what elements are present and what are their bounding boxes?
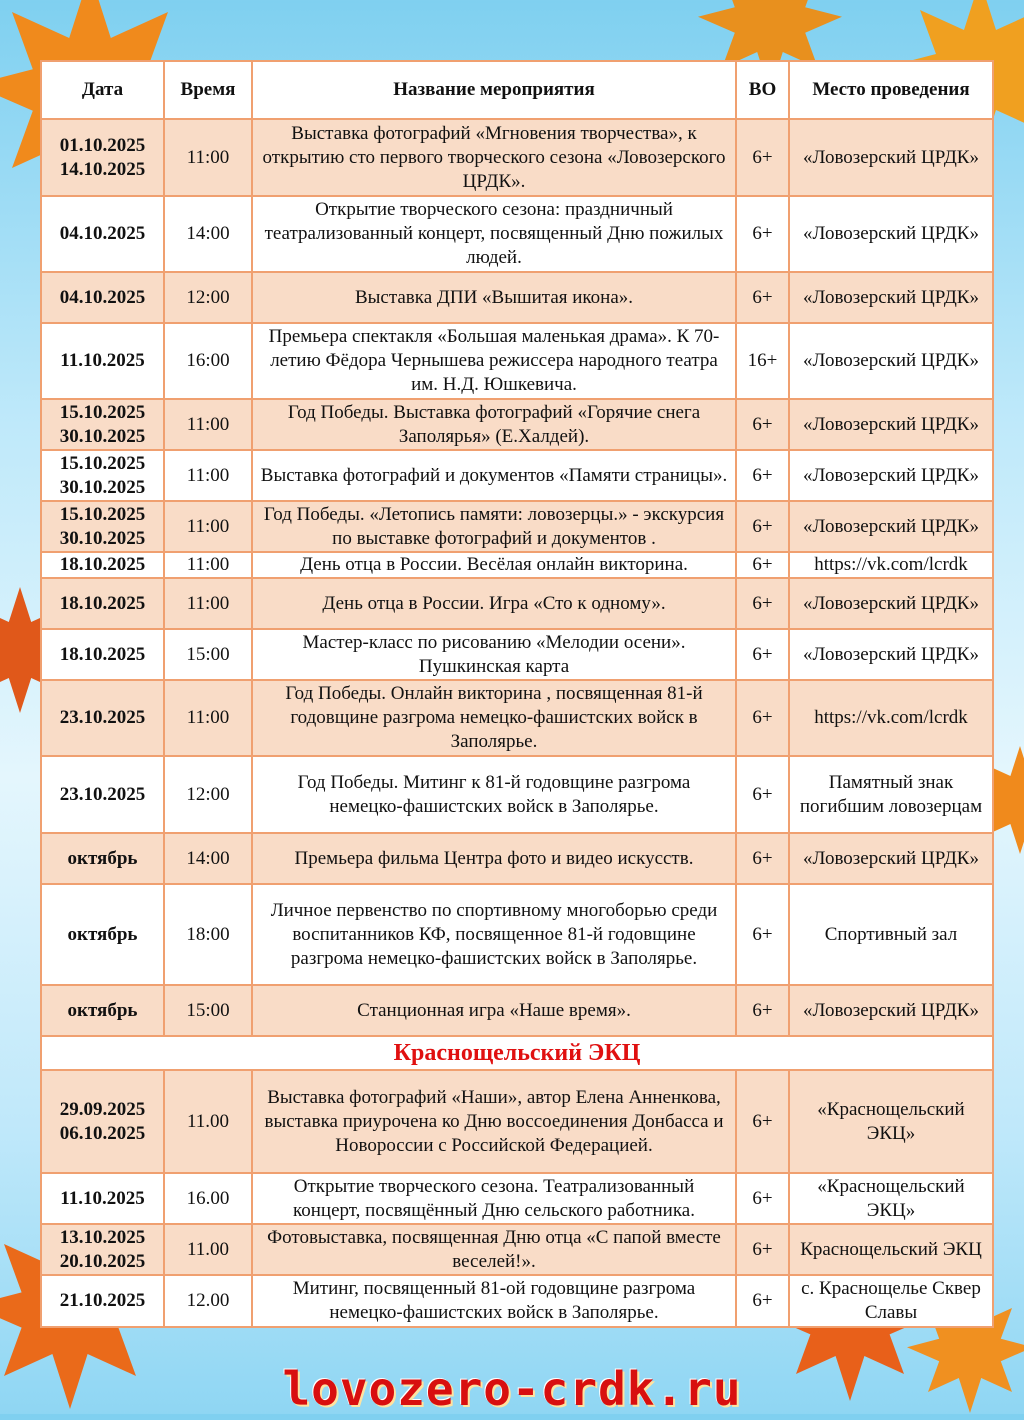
cell-time: 16.00 [164, 1173, 252, 1224]
cell-place: Памятный знак погибшим ловозерцам [789, 756, 993, 833]
cell-age: 6+ [736, 1275, 789, 1327]
cell-date: 04.10.2025 [41, 196, 164, 272]
cell-place: «Ловозерский ЦРДК» [789, 272, 993, 323]
cell-place: «Ловозерский ЦРДК» [789, 196, 993, 272]
cell-age: 6+ [736, 552, 789, 578]
cell-title: День отца в России. Весёлая онлайн викторина. [252, 552, 736, 578]
cell-date: 29.09.2025 06.10.2025 [41, 1070, 164, 1173]
cell-date: 21.10.2025 [41, 1275, 164, 1327]
cell-place: «Ловозерский ЦРДК» [789, 119, 993, 196]
cell-title: Премьера фильма Центра фото и видео искусств. [252, 833, 736, 884]
table-row [41, 578, 993, 629]
cell-date: 18.10.2025 [41, 552, 164, 578]
cell-place: «Ловозерский ЦРДК» [789, 833, 993, 884]
cell-time: 14:00 [164, 833, 252, 884]
cell-time: 12.00 [164, 1275, 252, 1327]
cell-date: 23.10.2025 [41, 756, 164, 833]
cell-date: 11.10.2025 [41, 323, 164, 399]
cell-title: Мастер-класс по рисованию «Мелодии осени». Пушкинская карта [252, 629, 736, 680]
table-row [41, 756, 993, 833]
cell-age: 6+ [736, 399, 789, 450]
cell-title: Год Победы. «Летопись памяти: ловозерцы.» - экскурсия по выставке фотографий и документов . [252, 501, 736, 552]
cell-title: Митинг, посвященный 81-ой годовщине разгрома немецко-фашистских войск в Заполярье. [252, 1275, 736, 1327]
header-time: Время [164, 61, 252, 119]
cell-title: Выставка фотографий и документов «Памяти страницы». [252, 450, 736, 501]
cell-time: 11.00 [164, 1224, 252, 1275]
cell-time: 11:00 [164, 501, 252, 552]
cell-date: 04.10.2025 [41, 272, 164, 323]
table-row [41, 501, 993, 552]
cell-title: Год Победы. Митинг к 81-й годовщине разгрома немецко-фашистских войск в Заполярье. [252, 756, 736, 833]
site-url[interactable]: lovozero-crdk.ru [282, 1362, 742, 1416]
cell-place: «Ловозерский ЦРДК» [789, 501, 993, 552]
cell-age: 6+ [736, 119, 789, 196]
header-place: Место проведения [789, 61, 993, 119]
table-row [41, 833, 993, 884]
cell-title: Выставка ДПИ «Вышитая икона». [252, 272, 736, 323]
table-row [41, 884, 993, 985]
cell-place: «Ловозерский ЦРДК» [789, 323, 993, 399]
cell-age: 6+ [736, 578, 789, 629]
header-age: ВО [736, 61, 789, 119]
table-row [41, 680, 993, 756]
cell-place: «Ловозерский ЦРДК» [789, 450, 993, 501]
cell-place: «Ловозерский ЦРДК» [789, 399, 993, 450]
cell-time: 11:00 [164, 680, 252, 756]
cell-age: 6+ [736, 985, 789, 1036]
cell-date: октябрь [41, 833, 164, 884]
events-table [40, 60, 994, 1328]
cell-title: Станционная игра «Наше время». [252, 985, 736, 1036]
table-row [41, 629, 993, 680]
cell-date: 15.10.2025 30.10.2025 [41, 501, 164, 552]
table-row [41, 1070, 993, 1173]
cell-place: «Краснощельский ЭКЦ» [789, 1070, 993, 1173]
cell-age: 6+ [736, 629, 789, 680]
table-row [41, 985, 993, 1036]
cell-date: 13.10.2025 20.10.2025 [41, 1224, 164, 1275]
cell-title: Личное первенство по спортивному многоборью среди воспитанников КФ, посвященное 81-й годовщине разгрома немецко-фашистских войск в Заполярье. [252, 884, 736, 985]
cell-time: 15:00 [164, 985, 252, 1036]
cell-title: День отца в России. Игра «Сто к одному». [252, 578, 736, 629]
table-row [41, 450, 993, 501]
cell-title: Выставка фотографий «Наши», автор Елена Анненкова, выставка приурочена ко Дню воссоединения Донбасса и Новороссии с Российской Федерацией. [252, 1070, 736, 1173]
cell-age: 16+ [736, 323, 789, 399]
cell-place: «Краснощельский ЭКЦ» [789, 1173, 993, 1224]
table-row [41, 1224, 993, 1275]
cell-age: 6+ [736, 756, 789, 833]
cell-age: 6+ [736, 1070, 789, 1173]
table-row [41, 323, 993, 399]
cell-age: 6+ [736, 501, 789, 552]
cell-time: 14:00 [164, 196, 252, 272]
cell-date: 18.10.2025 [41, 578, 164, 629]
table-row [41, 1173, 993, 1224]
cell-place: Краснощельский ЭКЦ [789, 1224, 993, 1275]
cell-title: Год Победы. Онлайн викторина , посвященная 81-й годовщине разгрома немецко-фашистских войск в Заполярье. [252, 680, 736, 756]
cell-date: 11.10.2025 [41, 1173, 164, 1224]
cell-date: 18.10.2025 [41, 629, 164, 680]
schedule-sheet [40, 60, 992, 1328]
cell-time: 11:00 [164, 552, 252, 578]
cell-title: Премьера спектакля «Большая маленькая драма». К 70-летию Фёдора Чернышева режиссера народного театра им. Н.Д. Юшкевича. [252, 323, 736, 399]
cell-age: 6+ [736, 1224, 789, 1275]
cell-date: 01.10.2025 14.10.2025 [41, 119, 164, 196]
cell-age: 6+ [736, 272, 789, 323]
cell-time: 11:00 [164, 119, 252, 196]
cell-time: 15:00 [164, 629, 252, 680]
table-row [41, 1275, 993, 1327]
cell-time: 11:00 [164, 450, 252, 501]
cell-title: Год Победы. Выставка фотографий «Горячие снега Заполярья» (Е.Халдей). [252, 399, 736, 450]
header-title: Название мероприятия [252, 61, 736, 119]
cell-place: с. Краснощелье Сквер Славы [789, 1275, 993, 1327]
cell-time: 12:00 [164, 756, 252, 833]
cell-title: Выставка фотографий «Мгновения творчества», к открытию сто первого творческого сезона «Ловозерского ЦРДК». [252, 119, 736, 196]
cell-title: Фотовыставка, посвященная Дню отца «С папой вместе веселей!». [252, 1224, 736, 1275]
cell-age: 6+ [736, 196, 789, 272]
cell-time: 16:00 [164, 323, 252, 399]
cell-place: Спортивный зал [789, 884, 993, 985]
cell-place: «Ловозерский ЦРДК» [789, 629, 993, 680]
cell-time: 11.00 [164, 1070, 252, 1173]
cell-place: https://vk.com/lcrdk [789, 552, 993, 578]
table-row [41, 399, 993, 450]
cell-date: 15.10.2025 30.10.2025 [41, 450, 164, 501]
table-row [41, 119, 993, 196]
table-header-row [41, 61, 993, 119]
cell-place: https://vk.com/lcrdk [789, 680, 993, 756]
cell-time: 12:00 [164, 272, 252, 323]
cell-place: «Ловозерский ЦРДК» [789, 578, 993, 629]
cell-time: 18:00 [164, 884, 252, 985]
cell-age: 6+ [736, 680, 789, 756]
cell-date: октябрь [41, 985, 164, 1036]
cell-title: Открытие творческого сезона. Театрализованный концерт, посвящённый Дню сельского работника. [252, 1173, 736, 1224]
cell-time: 11:00 [164, 399, 252, 450]
cell-date: октябрь [41, 884, 164, 985]
cell-age: 6+ [736, 884, 789, 985]
cell-title: Открытие творческого сезона: праздничный театрализованный концерт, посвященный Дню пожилых людей. [252, 196, 736, 272]
cell-age: 6+ [736, 450, 789, 501]
cell-time: 11:00 [164, 578, 252, 629]
cell-date: 23.10.2025 [41, 680, 164, 756]
cell-age: 6+ [736, 833, 789, 884]
cell-age: 6+ [736, 1173, 789, 1224]
cell-place: «Ловозерский ЦРДК» [789, 985, 993, 1036]
table-row [41, 272, 993, 323]
section-row [41, 1036, 993, 1070]
section-title: Краснощельский ЭКЦ [41, 1036, 993, 1070]
header-date: Дата [41, 61, 164, 119]
cell-date: 15.10.2025 30.10.2025 [41, 399, 164, 450]
table-row [41, 196, 993, 272]
table-row [41, 552, 993, 578]
